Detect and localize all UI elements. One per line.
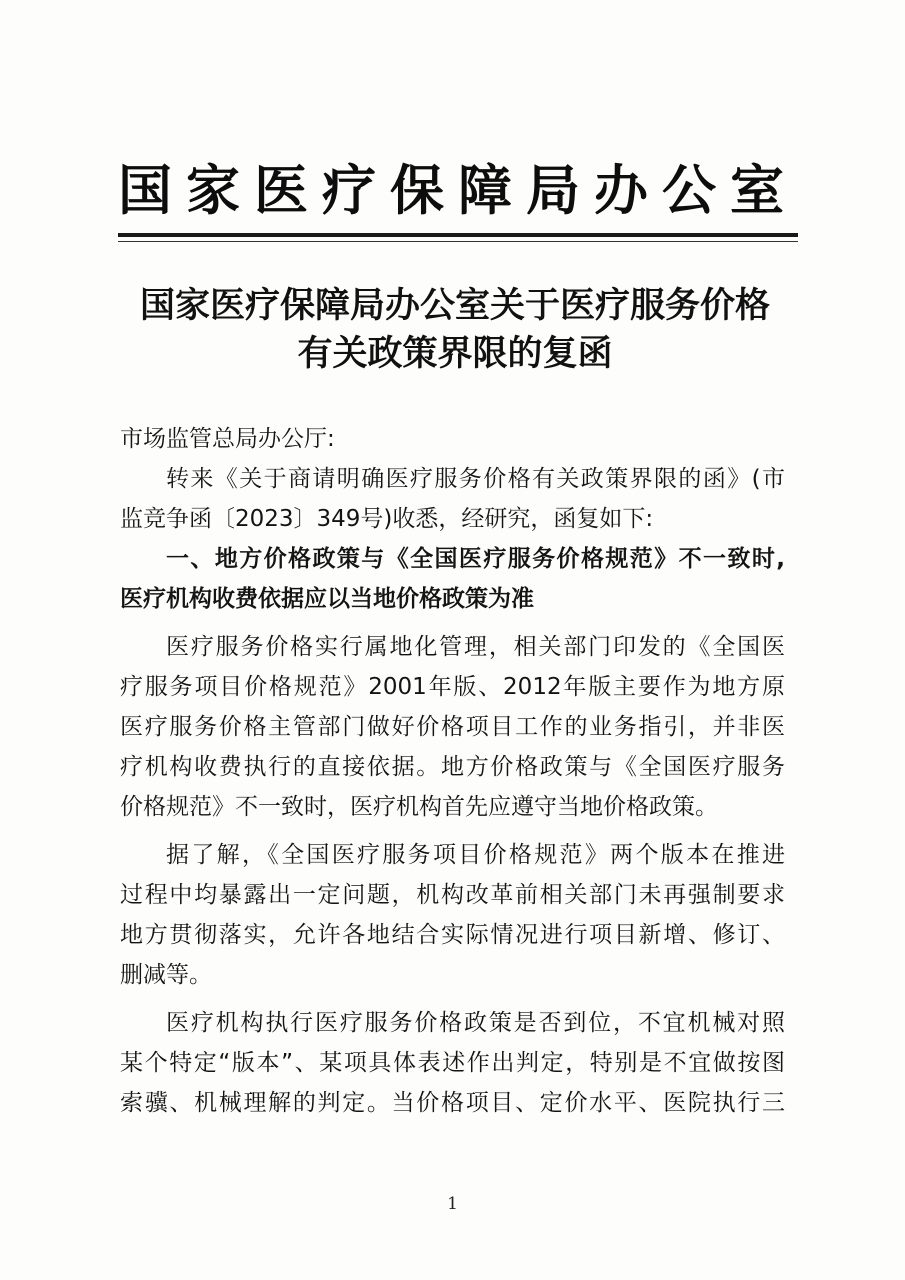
paragraph-line: 价格规范》不一致时，医疗机构首先应遵守当地价格政策。 — [120, 794, 718, 820]
issuing-office-header: 国家医疗保障局办公室 — [118, 158, 798, 222]
header-rule-thin — [118, 241, 798, 242]
document-body — [120, 419, 785, 1123]
paragraph-line: 索骥、机械理解的判定。当价格项目、定价水平、医院执行三 — [120, 1090, 785, 1116]
header-rule-thick — [118, 233, 798, 237]
document-title-line: 国家医疗保障局办公室关于医疗服务价格 — [139, 285, 770, 326]
paragraph-line: 疗机构收费执行的直接依据。地方价格政策与《全国医疗服务 — [120, 754, 785, 780]
document-title-line: 有关政策界限的复函 — [297, 333, 613, 374]
paragraph-line: 删减等。 — [120, 962, 212, 988]
paragraph-line: 某个特定“版本”、某项具体表述作出判定，特别是不宜做按图 — [120, 1050, 785, 1076]
paragraph-line: 医疗服务价格实行属地化管理，相关部门印发的《全国医 — [166, 634, 785, 660]
page-number: 1 — [447, 1194, 458, 1214]
document-title — [100, 282, 810, 378]
intro-line: 监竞争函〔2023〕349号)收悉，经研究，函复如下: — [120, 506, 654, 532]
paragraph-gap — [120, 995, 785, 1003]
paragraph-line: 地方贯彻落实，允许各地结合实际情况进行项目新增、修订、 — [120, 922, 785, 948]
intro-line: 转来《关于商请明确医疗服务价格有关政策界限的函》(市 — [166, 466, 785, 492]
paragraph-line: 医疗服务价格主管部门做好价格项目工作的业务指引，并非医 — [120, 714, 785, 740]
paragraph-line: 过程中均暴露出一定问题，机构改革前相关部门未再强制要求 — [120, 882, 785, 908]
paragraph-line: 医疗机构执行医疗服务价格政策是否到位，不宜机械对照 — [166, 1010, 785, 1036]
salutation: 市场监管总局办公厅: — [120, 426, 335, 452]
section-heading-line: 一、地方价格政策与《全国医疗服务价格规范》不一致时, — [166, 546, 785, 572]
paragraph-line: 疗服务项目价格规范》2001年版、2012年版主要作为地方原 — [120, 674, 785, 700]
paragraph-gap — [120, 827, 785, 835]
paragraph-gap — [120, 619, 785, 627]
paragraph-line: 据了解，《全国医疗服务项目价格规范》两个版本在推进 — [166, 842, 785, 868]
section-heading-line: 医疗机构收费依据应以当地价格政策为准 — [120, 586, 534, 612]
